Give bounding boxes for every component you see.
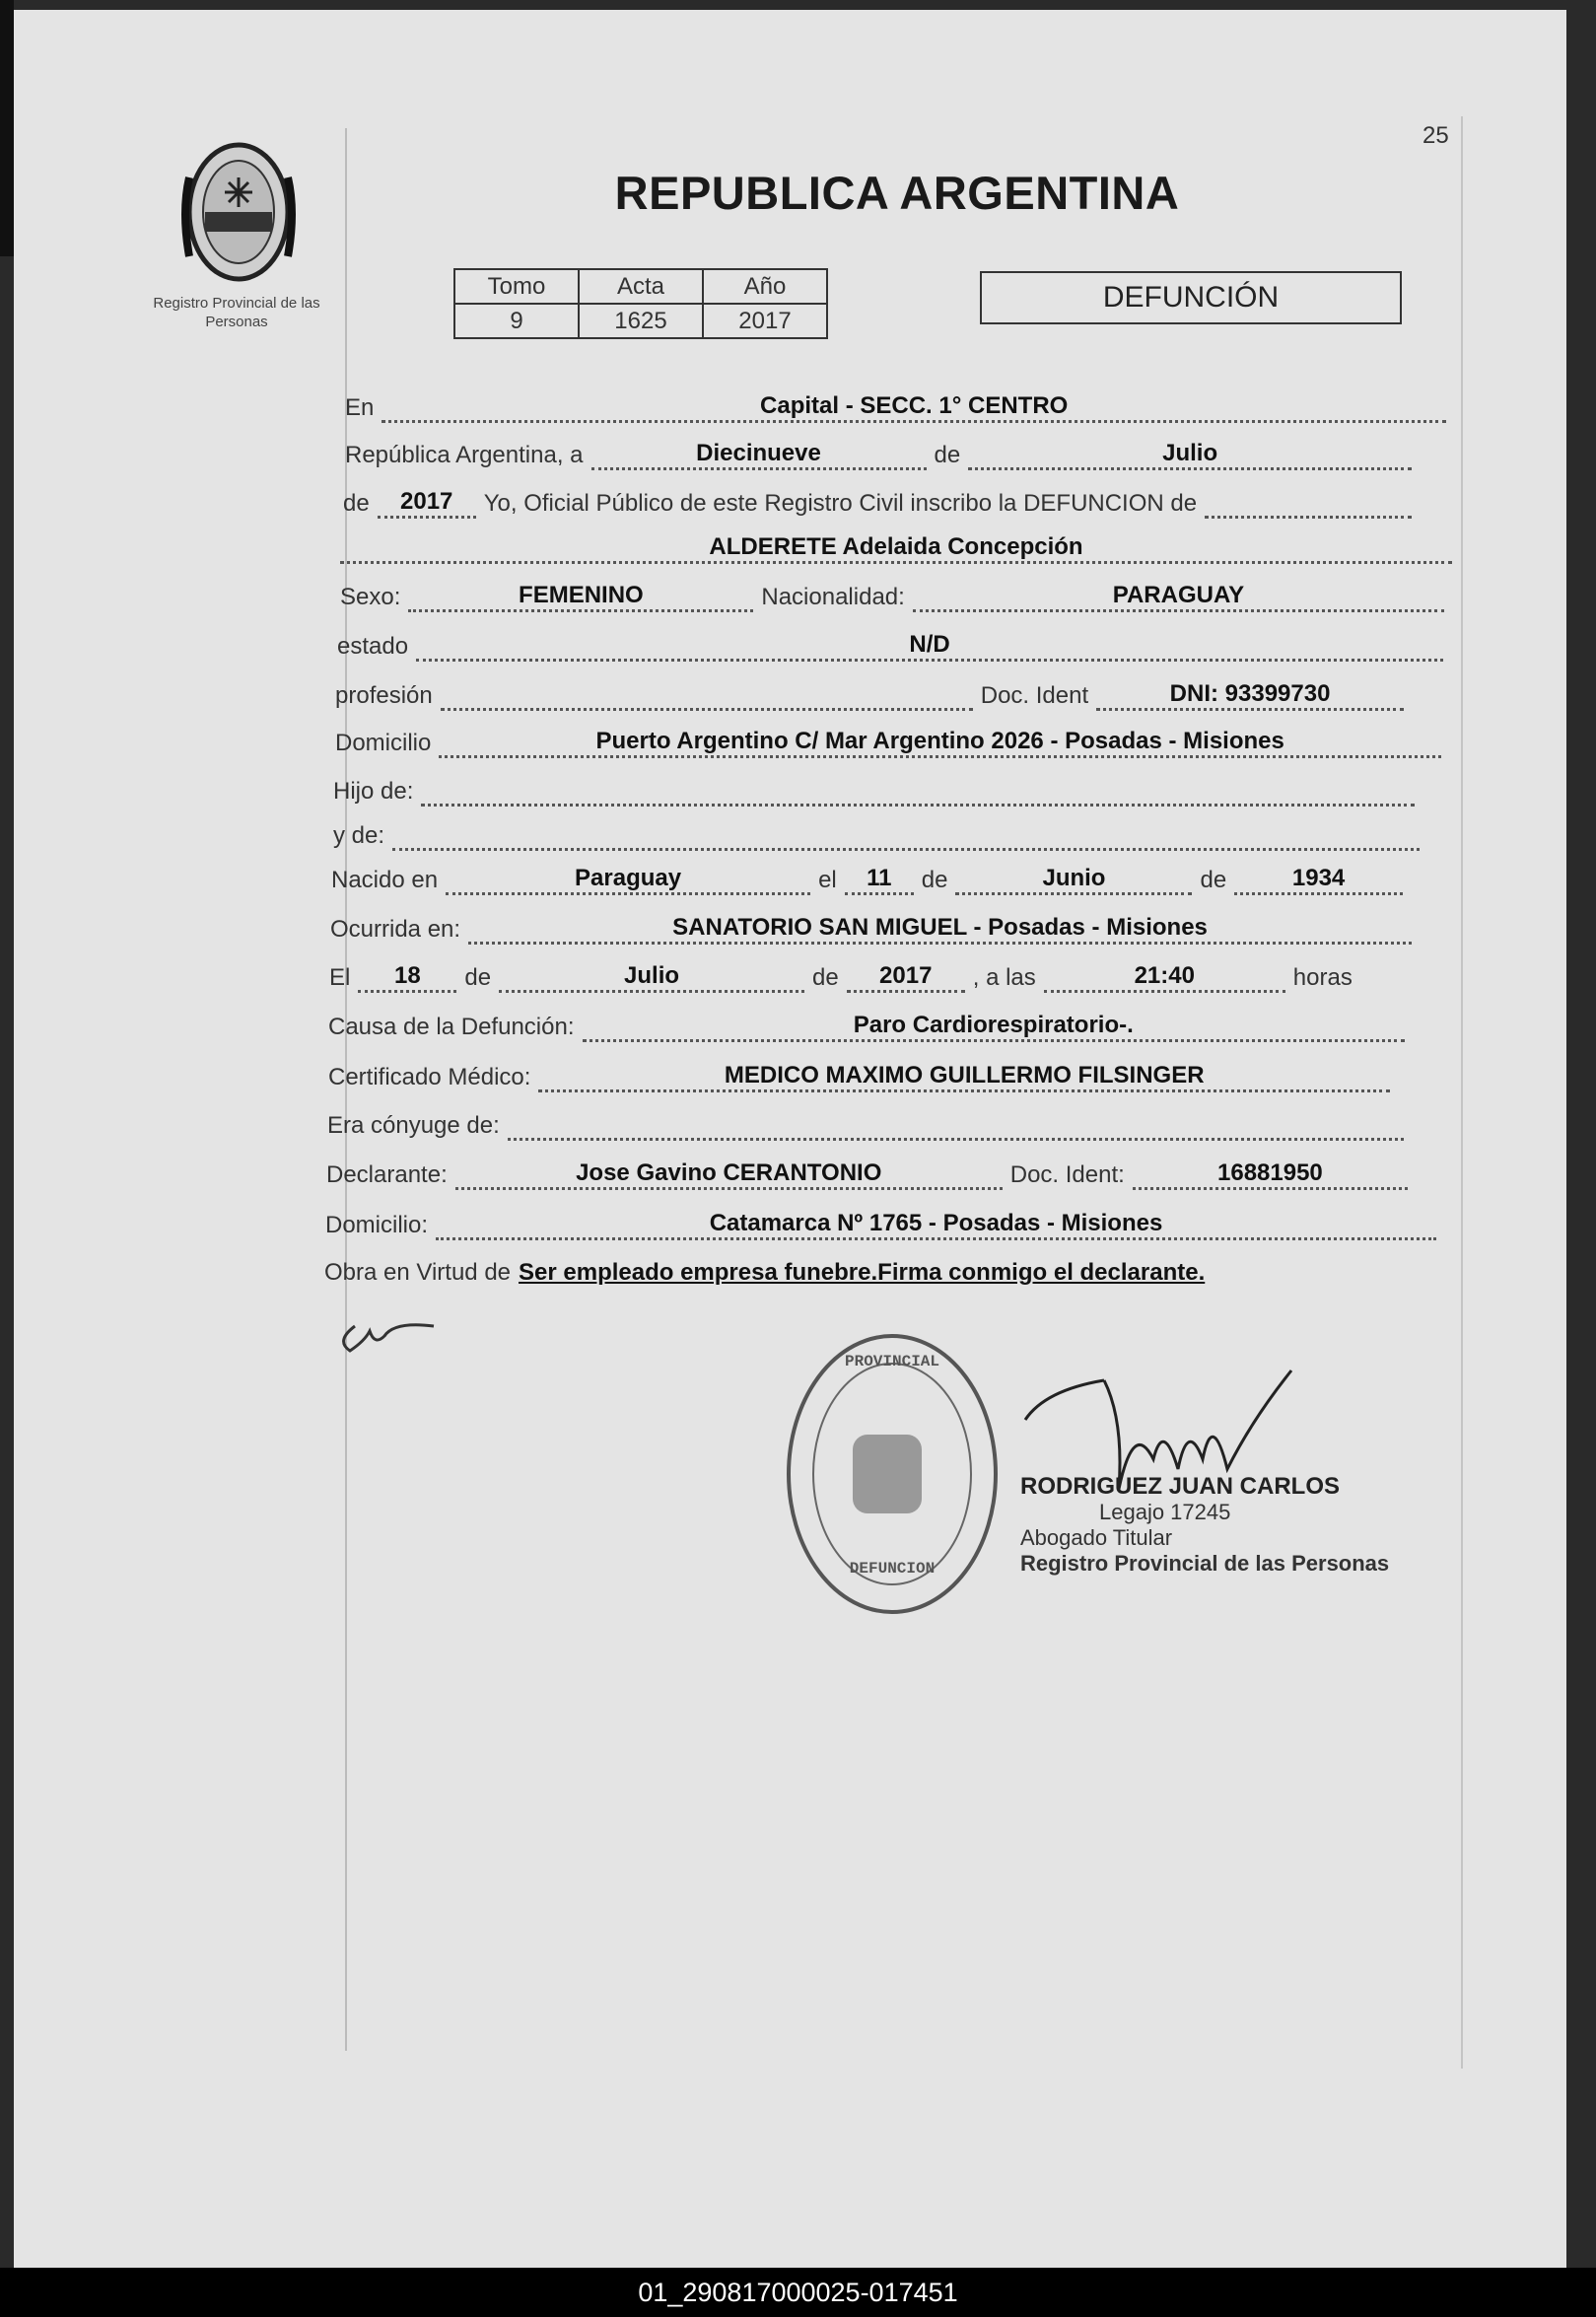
value-ano: 2017 bbox=[703, 304, 827, 338]
row-death-date bbox=[329, 959, 1433, 993]
label: Era cónyuge de: bbox=[327, 1112, 500, 1139]
label: Declarante: bbox=[326, 1161, 448, 1188]
label: Sexo: bbox=[340, 584, 401, 610]
document-title: REPUBLICA ARGENTINA bbox=[614, 167, 1180, 219]
label: Domicilio bbox=[335, 730, 432, 756]
field-nacionalidad: PARAGUAY bbox=[913, 581, 1444, 612]
field-mother bbox=[392, 819, 1420, 851]
value-acta: 1625 bbox=[579, 304, 703, 338]
label: el bbox=[818, 867, 837, 893]
label: Ocurrida en: bbox=[330, 916, 461, 943]
label: República Argentina, a bbox=[345, 442, 584, 468]
official-legajo: Legajo 17245 bbox=[1099, 1500, 1231, 1524]
margin-line bbox=[1461, 116, 1463, 2069]
label: y de: bbox=[333, 822, 385, 849]
initials-signature bbox=[335, 1311, 453, 1361]
row-certificado bbox=[328, 1059, 1398, 1092]
row-date bbox=[345, 437, 1420, 470]
page-number: 25 bbox=[1423, 122, 1449, 149]
official-name: RODRIGUEZ JUAN CARLOS bbox=[1020, 1473, 1341, 1500]
label: de bbox=[921, 867, 948, 893]
header-ano: Año bbox=[703, 269, 827, 304]
row-domicilio bbox=[335, 725, 1449, 758]
header-tomo: Tomo bbox=[454, 269, 579, 304]
label: , a las bbox=[972, 964, 1036, 991]
label: profesión bbox=[335, 682, 433, 709]
label: Doc. Ident bbox=[980, 682, 1089, 709]
field-sexo: FEMENINO bbox=[408, 581, 753, 612]
field-declarant-address: Catamarca Nº 1765 - Posadas - Misiones bbox=[436, 1209, 1436, 1240]
dotted-line bbox=[1205, 487, 1412, 519]
field-birth-day: 11 bbox=[845, 864, 914, 895]
field-month: Julio bbox=[968, 439, 1412, 470]
field-cause: Paro Cardiorespiratorio-. bbox=[583, 1011, 1406, 1042]
label: Yo, Oficial Público de este Registro Civil inscribo la DEFUNCION de bbox=[483, 490, 1198, 517]
field-day: Diecinueve bbox=[591, 439, 927, 470]
label: Domicilio: bbox=[325, 1212, 429, 1238]
field-year: 2017 bbox=[378, 487, 476, 519]
label: Obra en Virtud de bbox=[324, 1259, 512, 1286]
field-death-day: 18 bbox=[358, 961, 456, 993]
label: de bbox=[343, 490, 370, 517]
field-declarant-doc: 16881950 bbox=[1133, 1158, 1408, 1190]
field-spouse bbox=[508, 1109, 1404, 1141]
field-deceased-name: ALDERETE Adelaida Concepción bbox=[340, 532, 1452, 564]
label: El bbox=[329, 964, 351, 991]
row-declarante bbox=[326, 1157, 1416, 1190]
field-certificate: MEDICO MAXIMO GUILLERMO FILSINGER bbox=[538, 1061, 1390, 1092]
row-conyuge bbox=[327, 1107, 1412, 1141]
svg-text:DEFUNCION: DEFUNCION bbox=[849, 1560, 936, 1578]
field-profesion bbox=[441, 679, 973, 711]
province-crest-logo bbox=[175, 138, 302, 286]
field-father bbox=[421, 775, 1415, 807]
row-en bbox=[345, 389, 1454, 423]
scan-edge bbox=[0, 0, 14, 256]
field-place: Capital - SECC. 1° CENTRO bbox=[382, 391, 1446, 423]
document-type-box: DEFUNCIÓN bbox=[980, 271, 1402, 324]
field-birthplace: Paraguay bbox=[446, 864, 810, 895]
header-acta: Acta bbox=[579, 269, 703, 304]
official-seal-stamp bbox=[779, 1326, 1006, 1622]
row-profesion bbox=[335, 677, 1412, 711]
file-id-footer: 01_290817000025-017451 bbox=[0, 2268, 1596, 2317]
row-hijo bbox=[333, 773, 1423, 807]
label: horas bbox=[1292, 964, 1353, 991]
label: de bbox=[934, 442, 961, 468]
field-domicilio: Puerto Argentino C/ Mar Argentino 2026 - Posadas - Misiones bbox=[439, 727, 1441, 758]
field-declarant: Jose Gavino CERANTONIO bbox=[455, 1158, 1003, 1190]
svg-text:PROVINCIAL: PROVINCIAL bbox=[844, 1353, 940, 1370]
field-place-of-death: SANATORIO SAN MIGUEL - Posadas - Misiones bbox=[468, 913, 1412, 945]
row-domicilio2 bbox=[325, 1207, 1444, 1240]
row-ocurrida bbox=[330, 911, 1420, 945]
field-birth-month: Junio bbox=[955, 864, 1192, 895]
row-estado bbox=[337, 628, 1451, 662]
value-tomo: 9 bbox=[454, 304, 579, 338]
label: Hijo de: bbox=[333, 778, 414, 805]
field-birth-year: 1934 bbox=[1234, 864, 1403, 895]
label: estado bbox=[337, 633, 409, 660]
official-signature-block bbox=[1020, 1474, 1389, 1577]
row-obra bbox=[324, 1254, 1443, 1288]
record-table bbox=[453, 268, 828, 339]
field-time: 21:40 bbox=[1044, 961, 1285, 993]
label: Certificado Médico: bbox=[328, 1064, 531, 1090]
field-obra: Ser empleado empresa funebre.Firma conmigo el declarante. bbox=[519, 1259, 1206, 1286]
label: Nacionalidad: bbox=[761, 584, 905, 610]
field-death-month: Julio bbox=[499, 961, 804, 993]
row-name bbox=[340, 530, 1452, 564]
registry-caption: Registro Provincial de las Personas bbox=[153, 295, 320, 330]
label: En bbox=[345, 394, 375, 421]
label: Nacido en bbox=[331, 867, 439, 893]
label: de bbox=[1200, 867, 1227, 893]
label: de bbox=[812, 964, 839, 991]
row-yde bbox=[333, 817, 1427, 851]
official-role: Abogado Titular bbox=[1020, 1525, 1173, 1550]
label: Causa de la Defunción: bbox=[328, 1014, 575, 1040]
field-death-year: 2017 bbox=[847, 961, 965, 993]
official-org: Registro Provincial de las Personas bbox=[1020, 1551, 1390, 1576]
label: Doc. Ident: bbox=[1009, 1161, 1125, 1188]
row-year bbox=[343, 485, 1420, 519]
row-causa bbox=[328, 1009, 1413, 1042]
label: de bbox=[464, 964, 492, 991]
row-sexo bbox=[340, 579, 1452, 612]
row-nacido bbox=[331, 862, 1411, 895]
field-doc: DNI: 93399730 bbox=[1096, 679, 1404, 711]
field-estado: N/D bbox=[416, 630, 1443, 662]
